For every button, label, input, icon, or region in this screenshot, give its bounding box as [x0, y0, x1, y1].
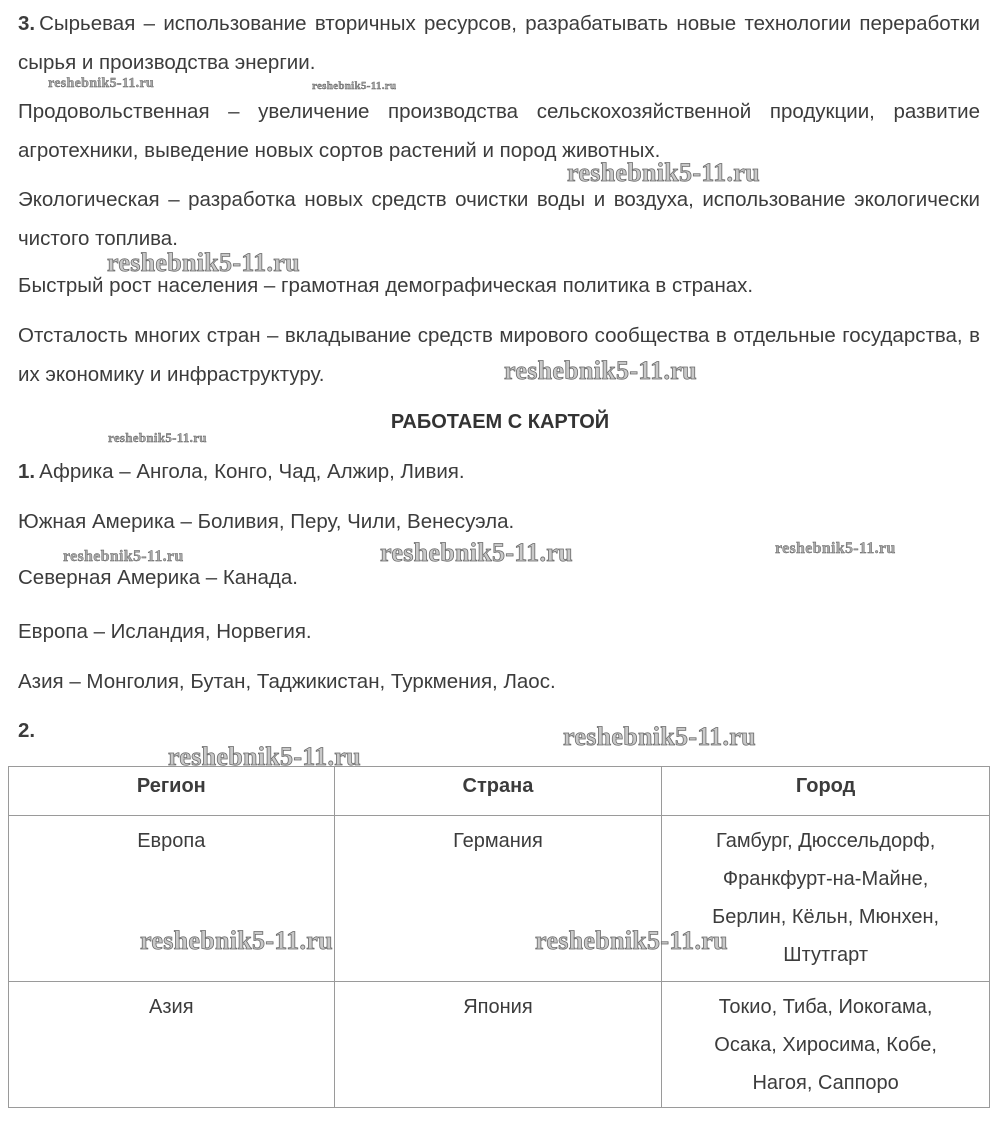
- task1-asia: Азия – Монголия, Бутан, Таджикистан, Туркмения, Лаос.: [18, 670, 556, 693]
- city-line: Осака, Хиросима, Кобе,: [714, 1034, 937, 1056]
- task1-south-america: Южная Америка – Боливия, Перу, Чили, Венесуэла.: [18, 510, 515, 533]
- table-row: [9, 982, 990, 1108]
- country-cell: Япония: [334, 982, 662, 1108]
- region-cell: Европа: [9, 816, 335, 982]
- paragraph-food: Продовольственная – увеличение производства сельскохозяйственной продукции, развитие агротехники, выведение новых сортов растений и пород животных.: [18, 100, 980, 162]
- watermark: reshebnik5-11.ru: [504, 356, 697, 385]
- table-row: [9, 816, 990, 982]
- watermark: reshebnik5-11.ru: [48, 76, 155, 91]
- watermark: reshebnik5-11.ru: [140, 926, 333, 955]
- city-line: Берлин, Кёльн, Мюнхен,: [712, 906, 940, 928]
- cities-table: [8, 766, 990, 1108]
- country-cell: Германия: [334, 816, 662, 982]
- watermark: reshebnik5-11.ru: [567, 158, 760, 187]
- paragraph-raw-materials: 3. Сырьевая – использование вторичных ресурсов, разрабатывать новые технологии переработки сырья и производства энергии.: [18, 12, 980, 74]
- map-heading: РАБОТАЕМ С КАРТОЙ: [390, 411, 610, 433]
- city-line: Франкфурт-на-Майне,: [722, 868, 929, 890]
- section-number: 3.: [18, 12, 36, 35]
- task2-label: [18, 711, 980, 750]
- city-line: Штутгарт: [783, 944, 868, 966]
- watermark: reshebnik5-11.ru: [563, 722, 756, 751]
- task1-number: 1.: [18, 460, 36, 483]
- city-cell: [662, 816, 990, 982]
- watermark: reshebnik5-11.ru: [535, 926, 728, 955]
- task1-europe: Европа – Исландия, Норвегия.: [18, 620, 312, 643]
- task1-north-america: Северная Америка – Канада.: [18, 566, 298, 589]
- paragraph-ecology: Экологическая – разработка новых средств очистки воды и воздуха, использование экологически чистого топлива.: [18, 188, 980, 250]
- city-line: Нагоя, Саппоро: [752, 1072, 899, 1094]
- region-cell: Азия: [9, 982, 335, 1108]
- header-country: Страна: [334, 767, 662, 816]
- watermark: reshebnik5-11.ru: [107, 248, 300, 277]
- header-region: Регион: [9, 767, 335, 816]
- watermark: reshebnik5-11.ru: [168, 742, 361, 771]
- watermark: reshebnik5-11.ru: [380, 538, 573, 567]
- task1-africa: 1. Африка – Ангола, Конго, Чад, Алжир, Ливия.: [18, 460, 465, 483]
- header-city: Город: [662, 767, 990, 816]
- city-line: Гамбург, Дюссельдорф,: [716, 830, 936, 852]
- paragraph-population: Быстрый рост населения – грамотная демографическая политика в странах.: [18, 274, 754, 297]
- city-cell: [662, 982, 990, 1108]
- city-line: Токио, Тиба, Иокогама,: [718, 996, 933, 1018]
- paragraph-backwardness: Отсталость многих стран – вкладывание средств мирового сообщества в отдельные государства, в их экономику и инфраструктуру.: [18, 324, 980, 386]
- watermark: reshebnik5-11.ru: [63, 548, 184, 565]
- watermark: reshebnik5-11.ru: [108, 430, 207, 445]
- table-header-row: [9, 767, 990, 816]
- watermark: reshebnik5-11.ru: [775, 540, 896, 557]
- task2-number: 2.: [18, 719, 36, 742]
- watermark: reshebnik5-11.ru: [312, 80, 397, 92]
